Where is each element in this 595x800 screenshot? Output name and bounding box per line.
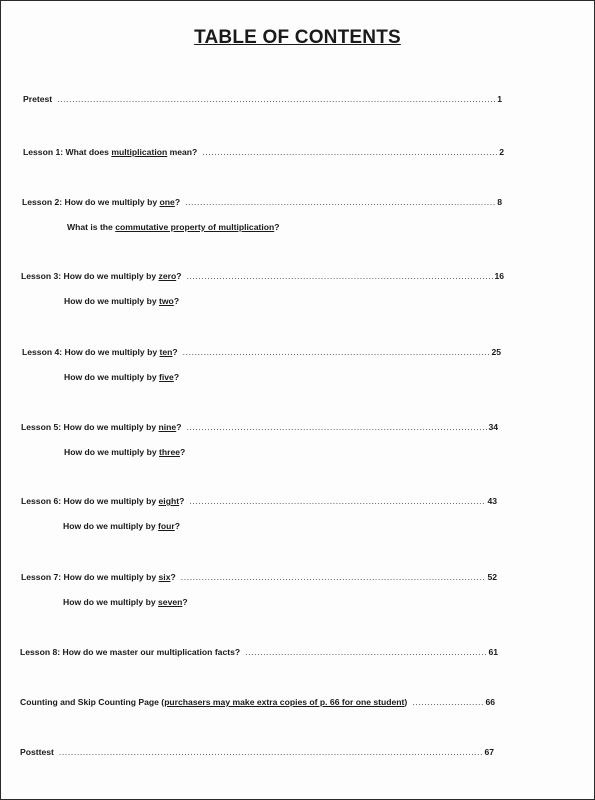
toc-subentry-lesson-5: How do we multiply by three? [64, 447, 186, 457]
page-number: 61 [488, 647, 498, 657]
dot-leader [186, 422, 487, 432]
page-number: 52 [487, 572, 497, 582]
toc-entry-counting-page [20, 697, 495, 707]
entry-label: Lesson 6: How do we multiply by eight? [21, 496, 185, 506]
entry-label: Lesson 8: How do we master our multiplication facts? [20, 647, 241, 657]
entry-label: Lesson 4: How do we multiply by ten? [22, 347, 178, 357]
toc-entry-lesson-4 [22, 347, 501, 357]
toc-subentry-lesson-2: What is the commutative property of multiplication? [67, 222, 280, 232]
entry-label: Lesson 7: How do we multiply by six? [21, 572, 176, 582]
toc-subentry-lesson-6: How do we multiply by four? [63, 521, 180, 531]
page-number: 2 [499, 147, 504, 157]
entry-label: Pretest [23, 94, 53, 104]
toc-subentry-lesson-4: How do we multiply by five? [64, 372, 180, 382]
page-number: 16 [494, 271, 504, 281]
page-number: 34 [488, 422, 498, 432]
dot-leader [245, 647, 487, 657]
page-number: 25 [491, 347, 501, 357]
toc-entry-lesson-1 [23, 147, 504, 157]
entry-label: Counting and Skip Counting Page (purchasers may make extra copies of p. 66 for one student) [20, 697, 408, 707]
page-number: 43 [487, 496, 497, 506]
toc-entry-pretest [23, 94, 502, 104]
toc-subentry-lesson-3: How do we multiply by two? [64, 296, 180, 306]
dot-leader [412, 697, 484, 707]
toc-subentry-lesson-7: How do we multiply by seven? [63, 597, 188, 607]
entry-label: Lesson 5: How do we multiply by nine? [21, 422, 182, 432]
toc-entry-lesson-2 [22, 197, 502, 207]
page-number: 8 [497, 197, 502, 207]
toc-entry-lesson-5 [21, 422, 498, 432]
entry-label: Lesson 2: How do we multiply by one? [22, 197, 181, 207]
dot-leader [57, 94, 496, 104]
dot-leader [185, 197, 496, 207]
toc-entry-lesson-8 [20, 647, 498, 657]
dot-leader [186, 271, 493, 281]
toc-entry-lesson-6 [21, 496, 497, 506]
entry-label: Lesson 1: What does multiplication mean? [23, 147, 198, 157]
toc-entry-lesson-3 [21, 271, 504, 281]
page-number: 1 [497, 94, 502, 104]
page-number: 67 [484, 747, 494, 757]
toc-entry-lesson-7 [21, 572, 497, 582]
dot-leader [181, 572, 487, 582]
entry-label: Lesson 3: How do we multiply by zero? [21, 271, 182, 281]
dot-leader [202, 147, 498, 157]
page-number: 66 [485, 697, 495, 707]
dot-leader [59, 747, 484, 757]
toc-entry-posttest [20, 747, 494, 757]
entry-label: Posttest [20, 747, 54, 757]
dot-leader [189, 496, 486, 506]
dot-leader [183, 347, 491, 357]
page-title: TABLE OF CONTENTS [194, 27, 401, 48]
